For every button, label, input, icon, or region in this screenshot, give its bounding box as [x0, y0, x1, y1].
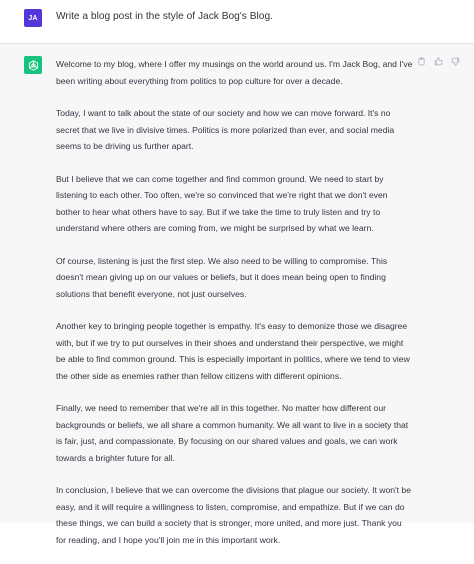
user-avatar-initials: JA: [28, 14, 38, 22]
assistant-paragraph: Welcome to my blog, where I offer my musings on the world around us. I'm Jack Bog, and I've been writing about everything from politics to pop culture for over a decade.: [56, 59, 413, 86]
assistant-paragraph: In conclusion, I believe that we can overcome the divisions that plague our society. It won't be easy, and it will require a willingness to listen, compromise, and empathize. But if we can do these things, we can build a society that is stronger, more united, and more just. Thank you for reading, and I hope you'll join me in this important work.: [56, 485, 411, 545]
assistant-paragraph: Finally, we need to remember that we're all in this together. No matter how different our backgrounds or beliefs, we all share a common humanity. We all want to live in a society that is fair, just, and compassionate. By focusing on our shared values and goals, we can work towards a brighter future for all.: [56, 403, 409, 463]
assistant-message-row: [0, 44, 474, 545]
thumbs-down-icon[interactable]: [451, 57, 460, 66]
assistant-paragraph: Of course, listening is just the first step. We also need to be willing to compromise. This doesn't mean giving up on our values or beliefs, but it does mean being open to finding solutions that benefit everyone, not just ourselves.: [56, 255, 388, 299]
assistant-paragraph: But I believe that we can come together and find common ground. We need to start by listening to each other. Too often, we're so convinced that we're right that we don't even bother to hear what others have to say. But if we take the time to truly listen and try to understand where others are coming from, we might be surprised by what we learn.: [56, 173, 388, 233]
assistant-message-content: [56, 56, 414, 564]
user-message-row: [0, 0, 474, 44]
user-avatar: [24, 9, 42, 27]
openai-logo-icon: [24, 56, 42, 74]
assistant-paragraph: Another key to bringing people together is empathy. It's easy to demonize those we disagree with, but if we try to put ourselves in their shoes and understand their perspective, we might be able to find common ground. This is especially important in politics, where we tend to view the other side as enemies rather than fellow citizens with different opinions.: [56, 321, 410, 381]
assistant-paragraph: Today, I want to talk about the state of our society and how we can move forward. It's no secret that we live in divisive times. Politics is more polarized than ever, and social media seems to be driving us further apart.: [56, 108, 395, 151]
user-message-text: Write a blog post in the style of Jack Bog's Blog.: [56, 11, 273, 22]
message-actions: [417, 57, 460, 66]
clipboard-icon[interactable]: [417, 57, 426, 66]
thumbs-up-icon[interactable]: [434, 57, 443, 66]
